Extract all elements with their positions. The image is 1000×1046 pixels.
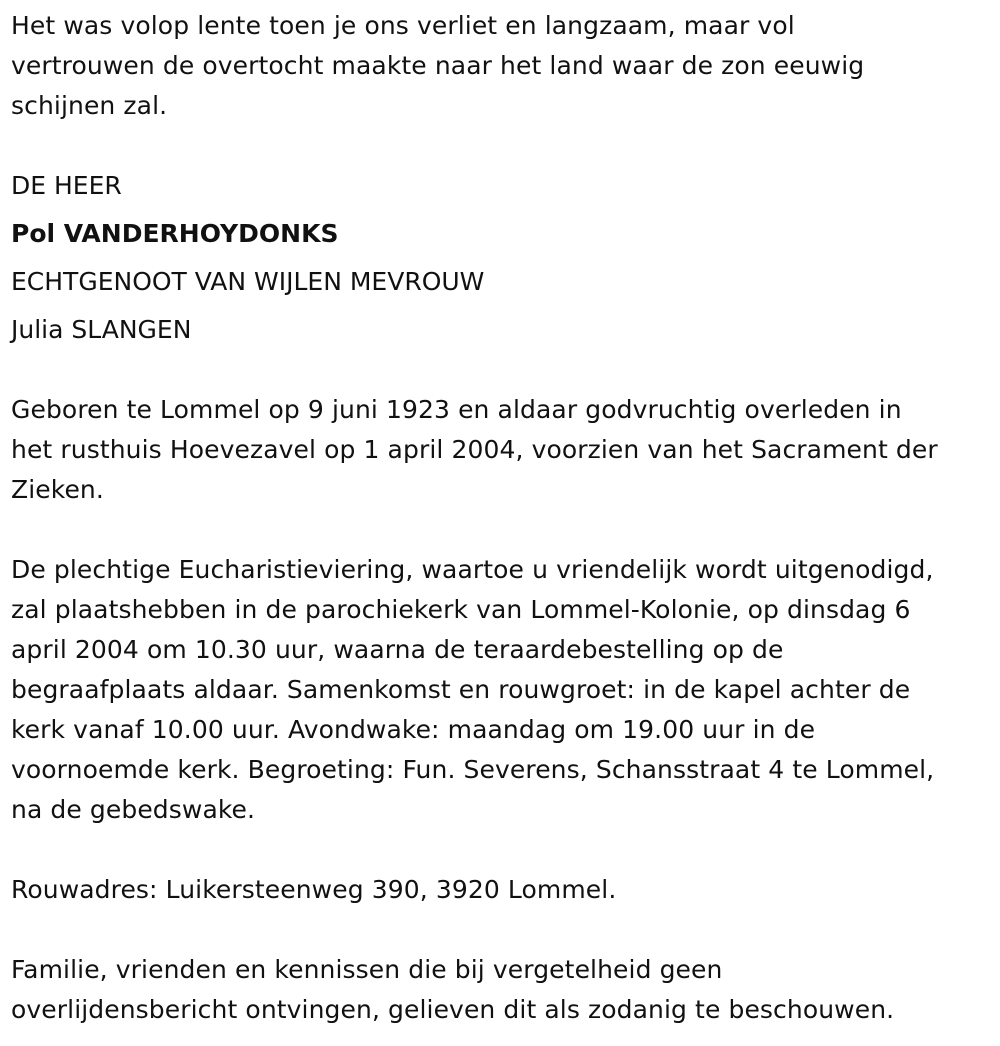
deceased-block xyxy=(11,162,484,354)
ceremony-line: begraafplaats aldaar. Samenkomst en rouwgroet: in de kapel achter de xyxy=(11,675,911,704)
ceremony-line: De plechtige Eucharistieviering, waartoe u vriendelijk wordt uitgenodigd, xyxy=(11,555,934,584)
intro-line: schijnen zal. xyxy=(11,91,168,120)
address-paragraph xyxy=(11,870,616,910)
intro-line: vertrouwen de overtocht maakte naar het land waar de zon eeuwig xyxy=(11,51,865,80)
intro-paragraph xyxy=(11,6,864,126)
deceased-title: DE HEER xyxy=(11,171,122,200)
ceremony-line: april 2004 om 10.30 uur, waarna de teraardebestelling op de xyxy=(11,635,784,664)
family-line: overlijdensbericht ontvingen, gelieven dit als zodanig te beschouwen. xyxy=(11,995,895,1024)
birth-line: Geboren te Lommel op 9 juni 1923 en aldaar godvruchtig overleden in xyxy=(11,395,902,424)
spouse-name: Julia SLANGEN xyxy=(11,315,192,344)
intro-line: Het was volop lente toen je ons verliet en langzaam, maar vol xyxy=(11,11,795,40)
ceremony-line: na de gebedswake. xyxy=(11,795,256,824)
ceremony-paragraph xyxy=(11,550,934,830)
birth-line: het rusthuis Hoevezavel op 1 april 2004, voorzien van het Sacrament der xyxy=(11,435,938,464)
ceremony-line: zal plaatshebben in de parochiekerk van Lommel-Kolonie, op dinsdag 6 xyxy=(11,595,911,624)
deceased-name: Pol VANDERHOYDONKS xyxy=(11,219,339,248)
ceremony-line: kerk vanaf 10.00 uur. Avondwake: maandag om 19.00 uur in de xyxy=(11,715,816,744)
birth-line: Zieken. xyxy=(11,475,104,504)
birth-paragraph xyxy=(11,390,938,510)
ceremony-line: voornoemde kerk. Begroeting: Fun. Severens, Schansstraat 4 te Lommel, xyxy=(11,755,935,784)
address-line: Rouwadres: Luikersteenweg 390, 3920 Lommel. xyxy=(11,875,617,904)
family-paragraph xyxy=(11,950,894,1030)
family-line: Familie, vrienden en kennissen die bij vergetelheid geen xyxy=(11,955,723,984)
deceased-relation: ECHTGENOOT VAN WIJLEN MEVROUW xyxy=(11,267,485,296)
